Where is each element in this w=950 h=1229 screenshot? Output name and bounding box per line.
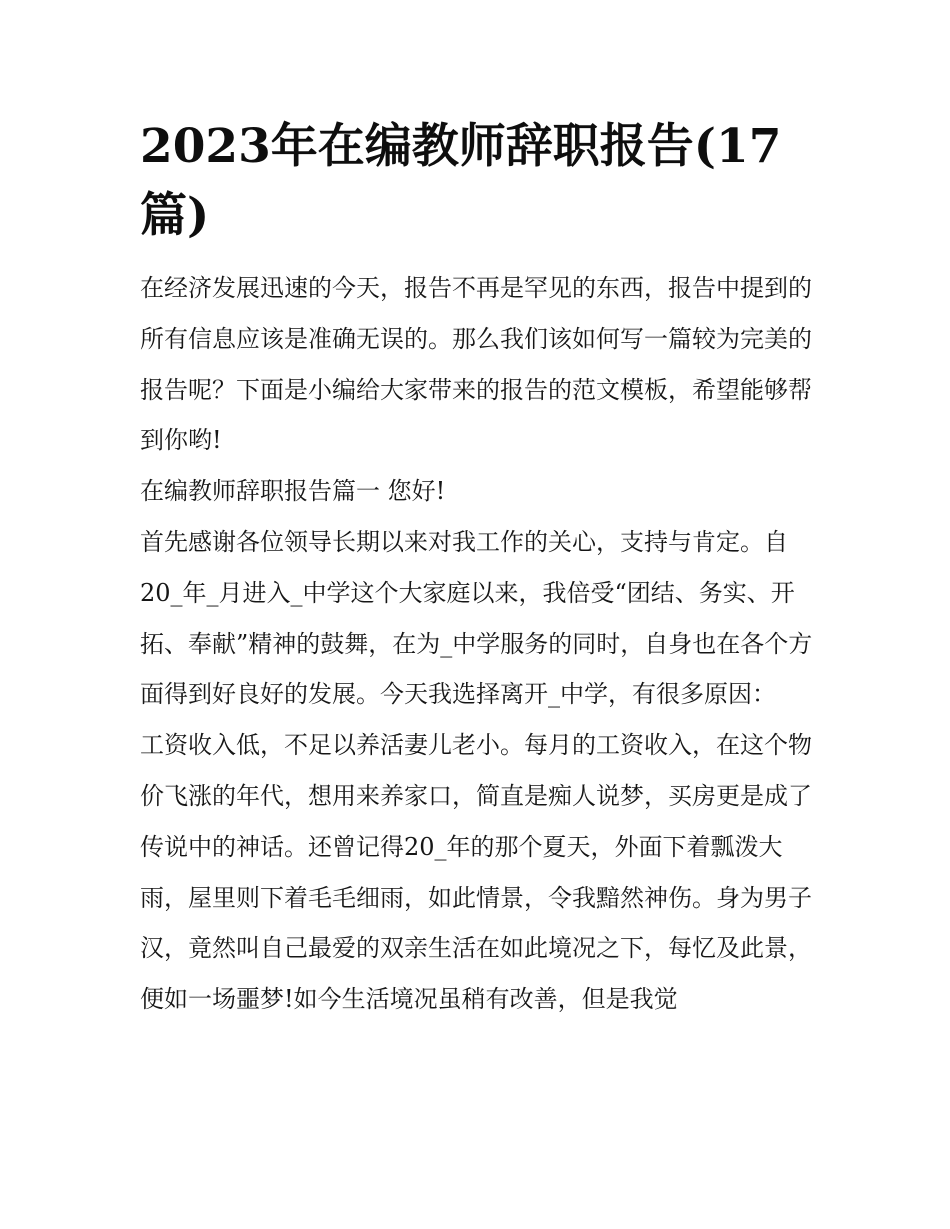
section-heading-paragraph: 在编教师辞职报告篇一 您好! bbox=[140, 477, 446, 506]
intro-paragraph: 在经济发展迅速的今天，报告不再是罕见的东西，报告中提到的所有信息应该是准确无误的。那么我们该如何写一篇较为完美的报告呢？下面是小编给大家带来的报告的范文模板，希望能够帮到你哟! bbox=[140, 274, 812, 455]
document-body bbox=[140, 112, 820, 1025]
document-title: 2023年在编教师辞职报告(17篇) bbox=[140, 119, 782, 243]
body-paragraph-2: 工资收入低，不足以养活妻儿老小。每月的工资收入，在这个物价飞涨的年代，想用来养家口，简直是痴人说梦，买房更是成了传说中的神话。还曾记得20_年的那个夏天，外面下着瓢泼大雨，屋里则下着毛毛细雨，如此情景，令我黯然神伤。身为男子汉，竟然叫自己最爱的双亲生活在如此境况之下，每忆及此景，便如一场噩梦!如今生活境况虽稍有改善，但是我觉 bbox=[140, 731, 812, 1014]
body-paragraph-1: 首先感谢各位领导长期以来对我工作的关心，支持与肯定。自20_年_月进入_中学这个大家庭以来，我倍受“团结、务实、开拓、奉献”精神的鼓舞，在为_中学服务的同时，自身也在各个方面得到好良好的发展。今天我选择离开_中学，有很多原因： bbox=[140, 527, 813, 709]
